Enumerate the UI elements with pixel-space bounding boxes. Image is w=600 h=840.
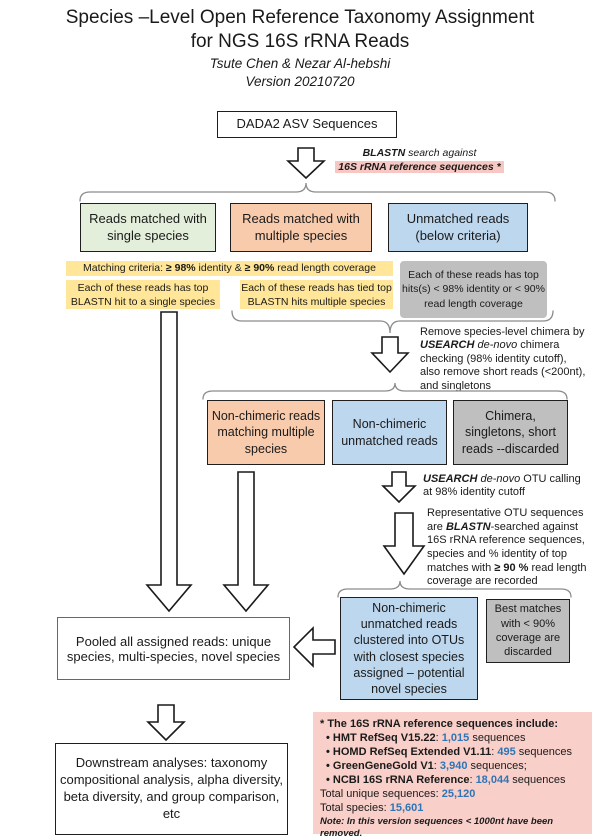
multiple-species-note: Each of these reads has tied top BLASTN hits multiple species: [241, 282, 392, 309]
clustered-otus-box: Non-chimeric unmatched reads clustered into OTUs with closest species assigned – potential novel species: [340, 597, 478, 700]
discarded-reads-box: Chimera, singletons, short reads --discarded: [453, 400, 568, 465]
refbox-item: • NCBI 16S rRNA Reference: 18,044 sequences: [326, 774, 566, 787]
page-title-line2: for NGS 16S rRNA Reads: [190, 31, 410, 52]
downstream-analyses-box: Downstream analyses: taxonomy compositional analysis, alpha diversity, beta diversity, and group comparison, etc: [55, 743, 288, 835]
nonchimeric-multiple-box: Non-chimeric reads matching multiple species: [207, 400, 325, 465]
refbox-item: • GreenGeneGold V1: 3,940 sequences;: [326, 760, 527, 773]
unmatched-reads-box: Unmatched reads (below criteria): [388, 203, 528, 252]
single-species-note: Each of these reads has top BLASTN hit to a single species: [66, 280, 220, 309]
otu-calling-annotation: USEARCH de-novo OTU calling at 98% identity cutoff: [423, 473, 581, 499]
refbox-title: * The 16S rRNA reference sequences include:: [320, 718, 559, 730]
blastn-search-line: BLASTN search against: [362, 147, 477, 159]
refbox-item: • HMT RefSeq V15.22: 1,015 sequences: [326, 732, 526, 745]
down-arrow-downstream: [148, 705, 184, 740]
dada2-asv-box: DADA2 ASV Sequences: [217, 111, 397, 138]
refbox-note: Note: In this version sequences < 1000nt have been removed.: [320, 815, 554, 839]
down-arrow-otu-calling: [383, 472, 415, 502]
nonchimeric-unmatched-box: Non-chimeric unmatched reads: [332, 400, 447, 465]
blastn-search-annotation: [322, 146, 517, 174]
reference-sequences-panel: [313, 712, 592, 839]
page-title: Species –Level Open Reference Taxonomy Assignment: [65, 7, 535, 28]
down-arrow-representative-otu: [384, 513, 424, 574]
unmatched-criteria-note: Each of these reads has top hits(s) < 98% identity or < 90% read length coverage: [400, 261, 547, 318]
refbox-total-species: Total species: 15,601: [320, 802, 424, 815]
matching-criteria-note: Matching criteria: ≥ 98% identity & ≥ 90% read length coverage: [66, 261, 393, 276]
pooled-reads-box: Pooled all assigned reads: unique species, multi-species, novel species: [57, 617, 290, 680]
long-down-arrow-multi-species: [224, 472, 268, 611]
representative-otu-annotation: Representative OTU sequences are BLASTN-searched against 16S rRNA reference sequences, species and % identity of top matches with ≥ 90 % read length coverage are recorded: [427, 507, 587, 588]
best-matches-discarded-box: Best matches with < 90% coverage are discarded: [486, 599, 570, 663]
left-arrow-to-pooled: [294, 628, 335, 666]
down-arrow-blastn: [288, 148, 324, 178]
long-down-arrow-single-species: [147, 312, 191, 611]
reference-sequences-highlight: 16S rRNA reference sequences *: [322, 160, 517, 174]
refbox-item: • HOMD RefSeq Extended V1.11: 495 sequences: [326, 746, 572, 759]
reads-single-species-box: Reads matched with single species: [80, 203, 216, 252]
authors-line: Tsute Chen & Nezar Al-hebshi: [209, 56, 391, 71]
down-arrow-chimera: [372, 337, 408, 372]
split-brace-row1: [80, 183, 555, 201]
refbox-total-sequences: Total unique sequences: 25,120: [320, 788, 476, 801]
reads-multiple-species-box: Reads matched with multiple species: [230, 203, 372, 252]
version-line: Version 20210720: [245, 74, 355, 89]
chimera-removal-annotation: Remove species-level chimera by USEARCH de-novo chimera checking (98% identity cutoff), also remove short reads (<200nt), and singletons: [420, 326, 586, 392]
